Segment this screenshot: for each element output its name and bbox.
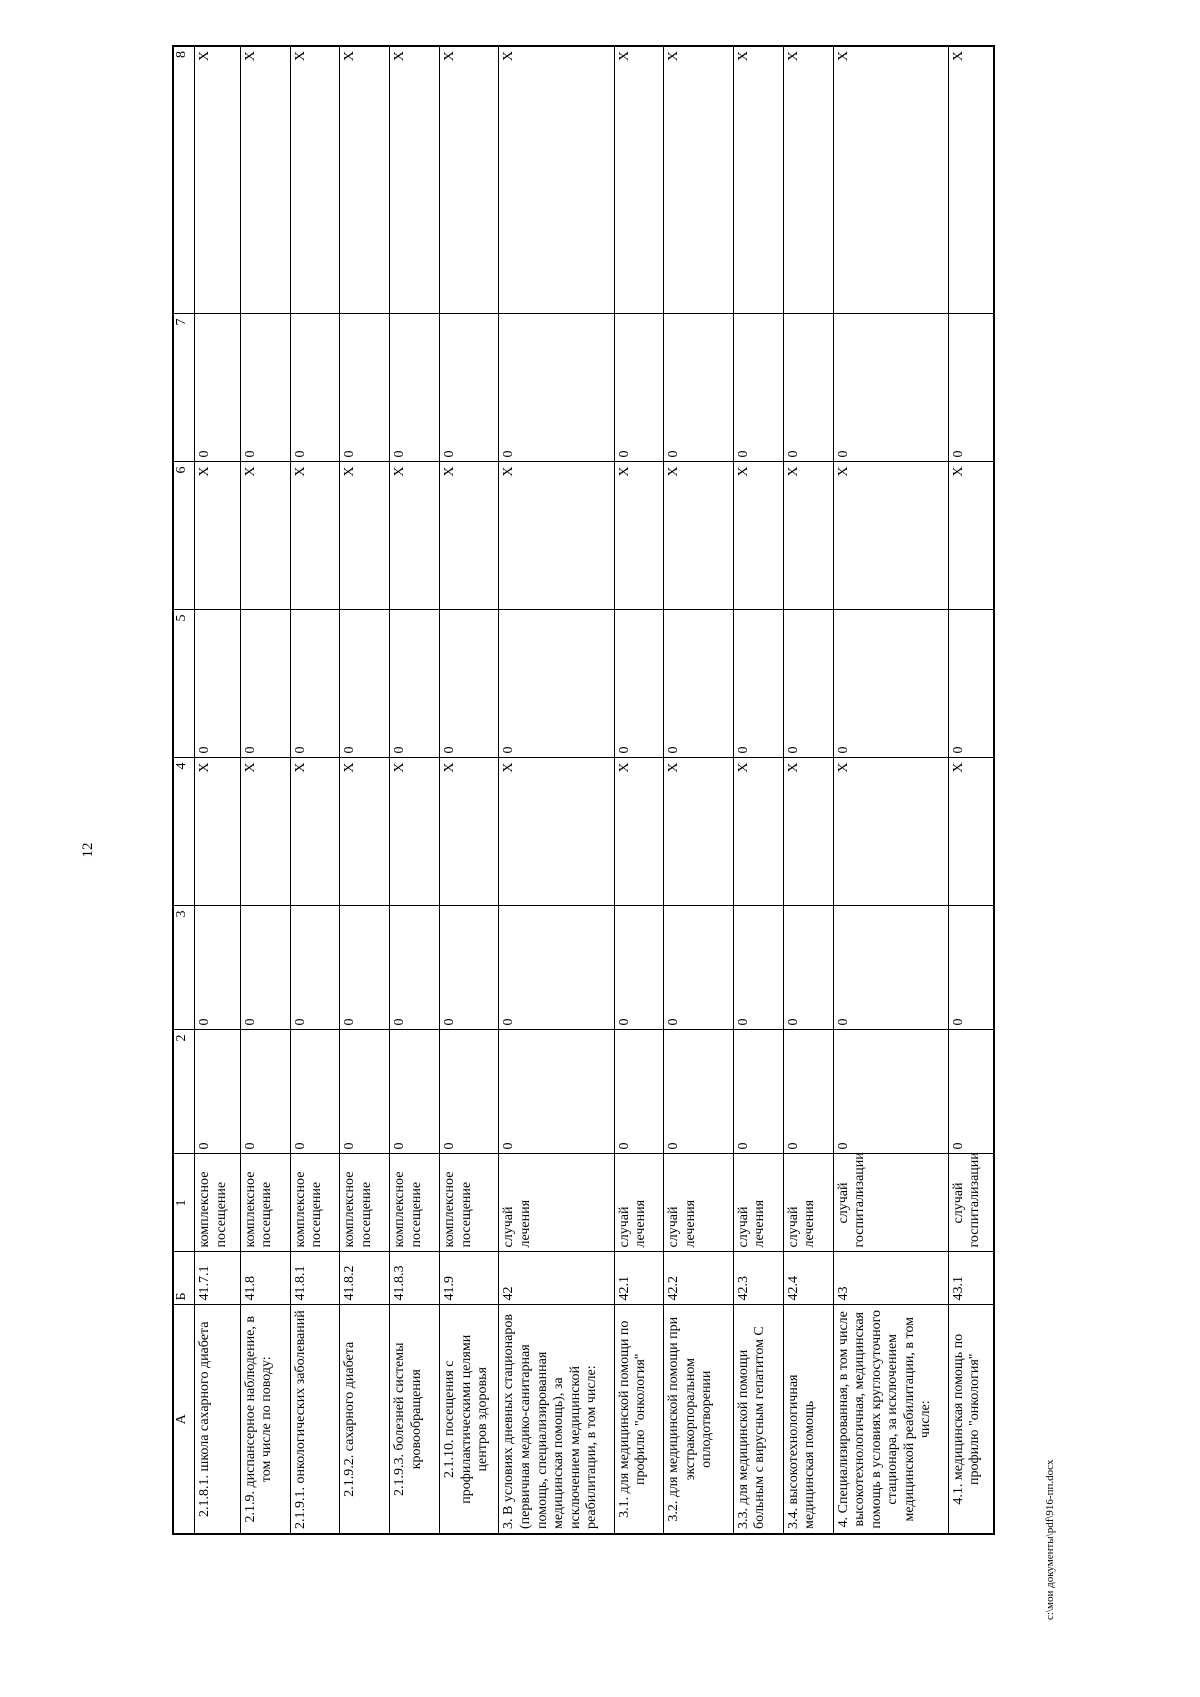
row-unit: комплексное посещение: [340, 1154, 390, 1252]
row-col-2: 0: [440, 1030, 499, 1154]
row-col-2: 0: [833, 1030, 948, 1154]
row-unit: комплексное посещение: [290, 1154, 340, 1252]
table-row: [340, 46, 390, 1534]
row-unit: комплексное посещение: [440, 1154, 499, 1252]
row-col-4: X: [440, 758, 499, 906]
row-col-5: 0: [340, 610, 390, 758]
row-name: 3.1. для медицинской помощи по профилю "онкология": [614, 1305, 664, 1534]
row-unit: комплексное посещение: [390, 1154, 440, 1252]
row-code: 41.7.1: [195, 1252, 241, 1305]
row-col-7: 0: [290, 314, 340, 462]
row-col-6: X: [664, 462, 733, 610]
row-col-2: 0: [195, 1030, 241, 1154]
row-col-7: 0: [499, 314, 614, 462]
header-col-1: 1: [173, 1154, 195, 1252]
row-unit: случай лечения: [664, 1154, 733, 1252]
row-col-6: X: [614, 462, 664, 610]
data-table-container: [172, 47, 995, 1535]
row-col-8: X: [783, 46, 833, 314]
row-code: 42: [499, 1252, 614, 1305]
row-unit: комплексное посещение: [240, 1154, 290, 1252]
row-col-8: X: [290, 46, 340, 314]
row-col-4: X: [614, 758, 664, 906]
row-code: 41.8.1: [290, 1252, 340, 1305]
row-col-5: 0: [195, 610, 241, 758]
row-col-2: 0: [499, 1030, 614, 1154]
row-code: 41.8: [240, 1252, 290, 1305]
table-row: [783, 46, 833, 1534]
row-code: 43.1: [948, 1252, 994, 1305]
row-col-5: 0: [614, 610, 664, 758]
row-code: 41.9: [440, 1252, 499, 1305]
table-row: [390, 46, 440, 1534]
row-col-2: 0: [290, 1030, 340, 1154]
row-unit: случай лечения: [733, 1154, 783, 1252]
data-table: [172, 45, 995, 1535]
row-col-8: X: [614, 46, 664, 314]
row-col-7: 0: [948, 314, 994, 462]
row-col-5: 0: [664, 610, 733, 758]
row-col-3: 0: [290, 906, 340, 1030]
row-col-3: 0: [664, 906, 733, 1030]
table-row: [833, 46, 948, 1534]
row-col-2: 0: [948, 1030, 994, 1154]
row-name: 2.1.9.1. онкологических заболеваний: [290, 1305, 340, 1534]
row-col-6: X: [390, 462, 440, 610]
row-col-8: X: [390, 46, 440, 314]
row-col-4: X: [340, 758, 390, 906]
row-col-2: 0: [614, 1030, 664, 1154]
row-col-3: 0: [499, 906, 614, 1030]
table-row: [664, 46, 733, 1534]
row-col-4: X: [783, 758, 833, 906]
row-name: 2.1.10. посещения с профилактическими целями центров здоровья: [440, 1305, 499, 1534]
row-col-6: X: [783, 462, 833, 610]
header-col-4: 4: [173, 758, 195, 906]
row-col-7: 0: [440, 314, 499, 462]
row-unit: случай лечения: [614, 1154, 664, 1252]
table-row: [440, 46, 499, 1534]
row-name: 4.1. медицинская помощь по профилю "онкология": [948, 1305, 994, 1534]
table-row: [499, 46, 614, 1534]
row-col-7: 0: [733, 314, 783, 462]
table-row: [195, 46, 241, 1534]
row-name: 2.1.8.1. школа сахарного диабета: [195, 1305, 241, 1534]
table-row: [290, 46, 340, 1534]
row-col-3: 0: [240, 906, 290, 1030]
row-unit: случай лечения: [499, 1154, 614, 1252]
row-col-4: X: [499, 758, 614, 906]
row-col-7: 0: [240, 314, 290, 462]
row-col-3: 0: [733, 906, 783, 1030]
header-col-7: 7: [173, 314, 195, 462]
row-col-5: 0: [783, 610, 833, 758]
row-col-4: X: [290, 758, 340, 906]
table-row: [948, 46, 994, 1534]
row-col-8: X: [340, 46, 390, 314]
row-unit: случай госпитализации: [948, 1154, 994, 1252]
row-col-5: 0: [833, 610, 948, 758]
row-col-2: 0: [390, 1030, 440, 1154]
row-name: 3.2. для медицинской помощи при экстракорпоральном оплодотворении: [664, 1305, 733, 1534]
row-col-5: 0: [499, 610, 614, 758]
header-col-8: 8: [173, 46, 195, 314]
header-col-2: 2: [173, 1030, 195, 1154]
row-col-5: 0: [440, 610, 499, 758]
row-col-7: 0: [195, 314, 241, 462]
row-col-6: X: [290, 462, 340, 610]
row-unit: случай лечения: [783, 1154, 833, 1252]
row-col-6: X: [440, 462, 499, 610]
table-row: [240, 46, 290, 1534]
row-col-7: 0: [340, 314, 390, 462]
row-col-3: 0: [340, 906, 390, 1030]
row-code: 41.8.3: [390, 1252, 440, 1305]
row-name: 2.1.9.3. болезней системы кровообращения: [390, 1305, 440, 1534]
row-col-8: X: [440, 46, 499, 314]
row-col-6: X: [240, 462, 290, 610]
row-col-6: X: [340, 462, 390, 610]
row-name: 3.3. для медицинской помощи больным с вирусным гепатитом С: [733, 1305, 783, 1534]
row-col-5: 0: [240, 610, 290, 758]
row-name: 3.4. высокотехнологичная медицинская помощь: [783, 1305, 833, 1534]
row-code: 42.4: [783, 1252, 833, 1305]
row-col-5: 0: [948, 610, 994, 758]
row-col-2: 0: [340, 1030, 390, 1154]
row-col-4: X: [240, 758, 290, 906]
header-col-a: А: [173, 1305, 195, 1534]
table-body: [195, 46, 995, 1534]
table-row: [733, 46, 783, 1534]
page-number: 12: [80, 842, 96, 858]
row-col-8: X: [240, 46, 290, 314]
row-col-8: X: [833, 46, 948, 314]
row-col-7: 0: [833, 314, 948, 462]
row-unit: случай госпитализации: [833, 1154, 948, 1252]
row-col-2: 0: [783, 1030, 833, 1154]
header-col-5: 5: [173, 610, 195, 758]
row-col-4: X: [195, 758, 241, 906]
row-col-8: X: [733, 46, 783, 314]
row-col-3: 0: [783, 906, 833, 1030]
row-col-4: X: [664, 758, 733, 906]
row-code: 41.8.2: [340, 1252, 390, 1305]
row-col-5: 0: [733, 610, 783, 758]
row-col-5: 0: [290, 610, 340, 758]
row-code: 42.1: [614, 1252, 664, 1305]
row-col-4: X: [833, 758, 948, 906]
row-col-6: X: [948, 462, 994, 610]
row-col-3: 0: [948, 906, 994, 1030]
header-row: [173, 46, 195, 1534]
row-unit: комплексное посещение: [195, 1154, 241, 1252]
row-col-4: X: [390, 758, 440, 906]
row-col-7: 0: [390, 314, 440, 462]
row-col-3: 0: [614, 906, 664, 1030]
row-name: 2.1.9.2. сахарного диабета: [340, 1305, 390, 1534]
row-col-4: X: [948, 758, 994, 906]
row-col-3: 0: [390, 906, 440, 1030]
row-col-6: X: [833, 462, 948, 610]
row-col-6: X: [195, 462, 241, 610]
row-col-5: 0: [390, 610, 440, 758]
row-col-8: X: [195, 46, 241, 314]
row-name: 3. В условиях дневных стационаров (первичная медико-санитарная помощь, специализированная медицинская помощь), за исключением медицинской реабилитации, в том числе:: [499, 1305, 614, 1534]
row-col-3: 0: [195, 906, 241, 1030]
row-col-2: 0: [240, 1030, 290, 1154]
row-col-7: 0: [783, 314, 833, 462]
row-col-2: 0: [733, 1030, 783, 1154]
row-col-3: 0: [833, 906, 948, 1030]
row-col-8: X: [664, 46, 733, 314]
row-col-8: X: [948, 46, 994, 314]
row-col-4: X: [733, 758, 783, 906]
header-col-3: 3: [173, 906, 195, 1030]
row-code: 42.2: [664, 1252, 733, 1305]
footer-file-path: c:\мои документы\pdf\916-пп.docx: [1044, 1459, 1056, 1620]
table-row: [614, 46, 664, 1534]
row-col-8: X: [499, 46, 614, 314]
row-code: 42.3: [733, 1252, 783, 1305]
header-col-b: Б: [173, 1252, 195, 1305]
row-name: 4. Специализированная, в том числе высокотехнологичная, медицинская помощь в условиях круглосуточного стационара, за исключением медицинской реабилитации, в том числе:: [833, 1305, 948, 1534]
row-col-6: X: [499, 462, 614, 610]
row-col-6: X: [733, 462, 783, 610]
row-col-7: 0: [614, 314, 664, 462]
row-code: 43: [833, 1252, 948, 1305]
row-col-7: 0: [664, 314, 733, 462]
row-name: 2.1.9. диспансерное наблюдение, в том числе по поводу:: [240, 1305, 290, 1534]
row-col-3: 0: [440, 906, 499, 1030]
header-col-6: 6: [173, 462, 195, 610]
row-col-2: 0: [664, 1030, 733, 1154]
